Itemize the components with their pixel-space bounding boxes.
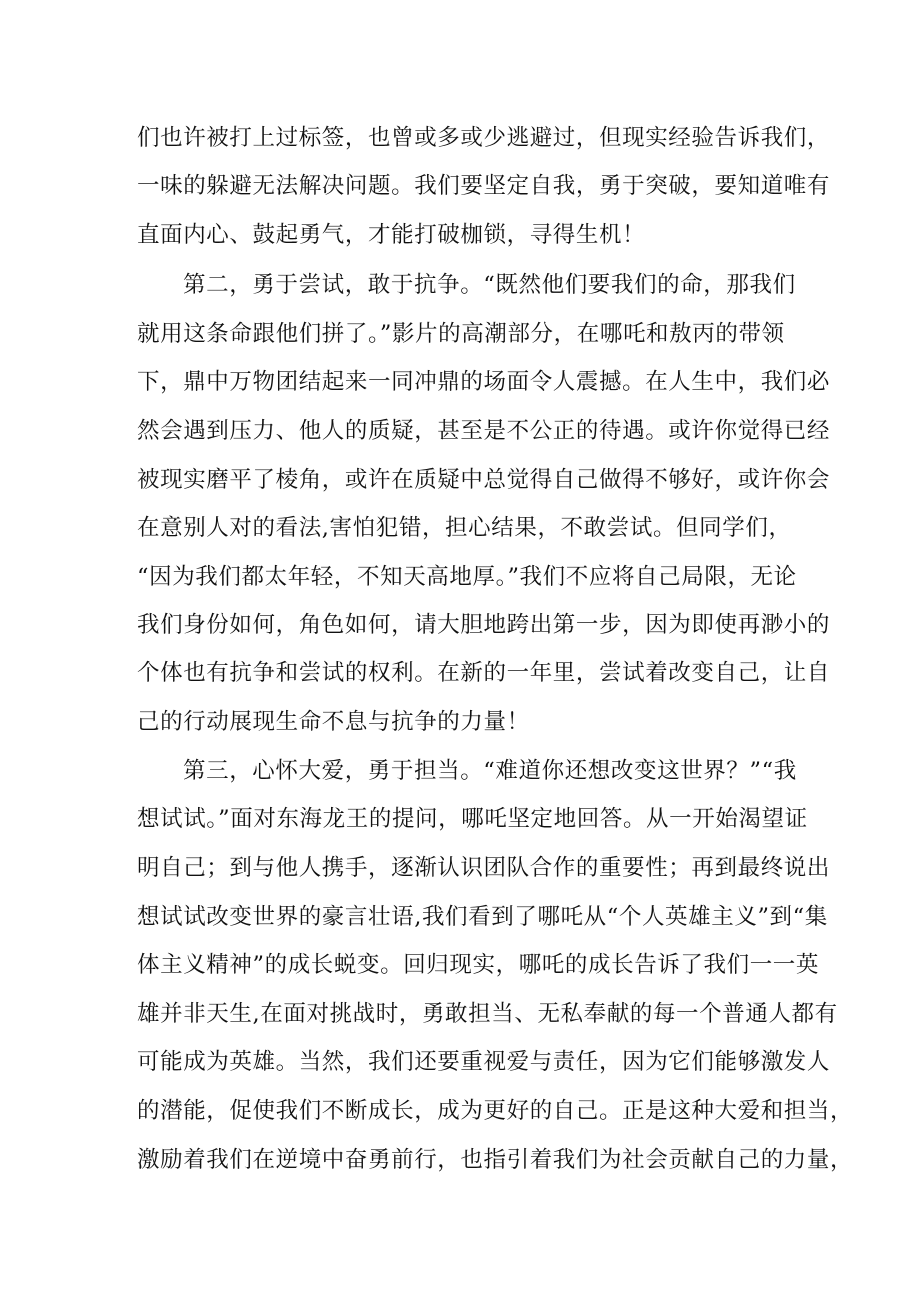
body-text-line: 己的行动展现生命不息与抗争的力量！ (137, 709, 530, 735)
body-text-line: 被现实磨平了棱角，或许在质疑中总觉得自己做得不够好，或许你会 (137, 467, 831, 493)
body-text-line: 激励着我们在逆境中奋勇前行，也指引着我们为社会贡献自己的力量， (137, 1147, 854, 1173)
body-text-line: 明自己；到与他人携手，逐渐认识团队合作的重要性；再到最终说出 (137, 855, 831, 881)
body-text-line: 雄并非天生,在面对挑战时，勇敢担当、无私奉献的每一个普通人都有 (137, 1001, 838, 1027)
body-text-line: 想试试改变世界的豪言壮语,我们看到了哪吒从“个人英雄主义”到“集 (137, 904, 828, 930)
body-text-line: 直面内心、鼓起勇气，才能打破枷锁，寻得生机！ (137, 222, 646, 248)
body-text-line: 我们身份如何，角色如何，请大胆地跨出第一步，因为即使再渺小的 (137, 612, 831, 638)
body-text-line: 想试试。”面对东海龙王的提问，哪吒坚定地回答。从一开始渴望证 (137, 806, 808, 832)
paragraph-start-line: 第三，心怀大爱，勇于担当。“难道你还想改变这世界？”“我 (183, 758, 797, 784)
body-text-line: 就用这条命跟他们拼了。”影片的高潮部分，在哪吒和敖丙的带领 (137, 321, 785, 347)
body-text-line: 在意别人对的看法,害怕犯错，担心结果，不敢尝试。但同学们， (137, 515, 792, 541)
paragraph-start-line: 第二，勇于尝试，敢于抗争。“既然他们要我们的命，那我们 (183, 272, 796, 298)
body-text-line: 下，鼎中万物团结起来一同冲鼎的场面令人震撼。在人生中，我们必 (137, 369, 831, 395)
body-text-line: 们也许被打上过标签，也曾或多或少逃避过，但现实经验告诉我们， (137, 125, 831, 151)
body-text-line: “因为我们都太年轻，不知天高地厚。”我们不应将自己局限，无论 (137, 564, 797, 590)
body-text-line: 个体也有抗争和尝试的权利。在新的一年里，尝试着改变自己，让自 (137, 660, 831, 686)
body-text-line: 可能成为英雄。当然，我们还要重视爱与责任，因为它们能够激发人 (137, 1049, 831, 1075)
body-text-line: 体主义精神”的成长蜕变。回归现实，哪吒的成长告诉了我们一一英 (137, 952, 820, 978)
body-text-line: 然会遇到压力、他人的质疑，甚至是不公正的待遇。或许你觉得已经 (137, 418, 831, 444)
body-text-line: 的潜能，促使我们不断成长，成为更好的自己。正是这种大爱和担当， (137, 1098, 854, 1124)
body-text-line: 一味的躲避无法解决问题。我们要坚定自我，勇于突破，要知道唯有 (137, 173, 831, 199)
